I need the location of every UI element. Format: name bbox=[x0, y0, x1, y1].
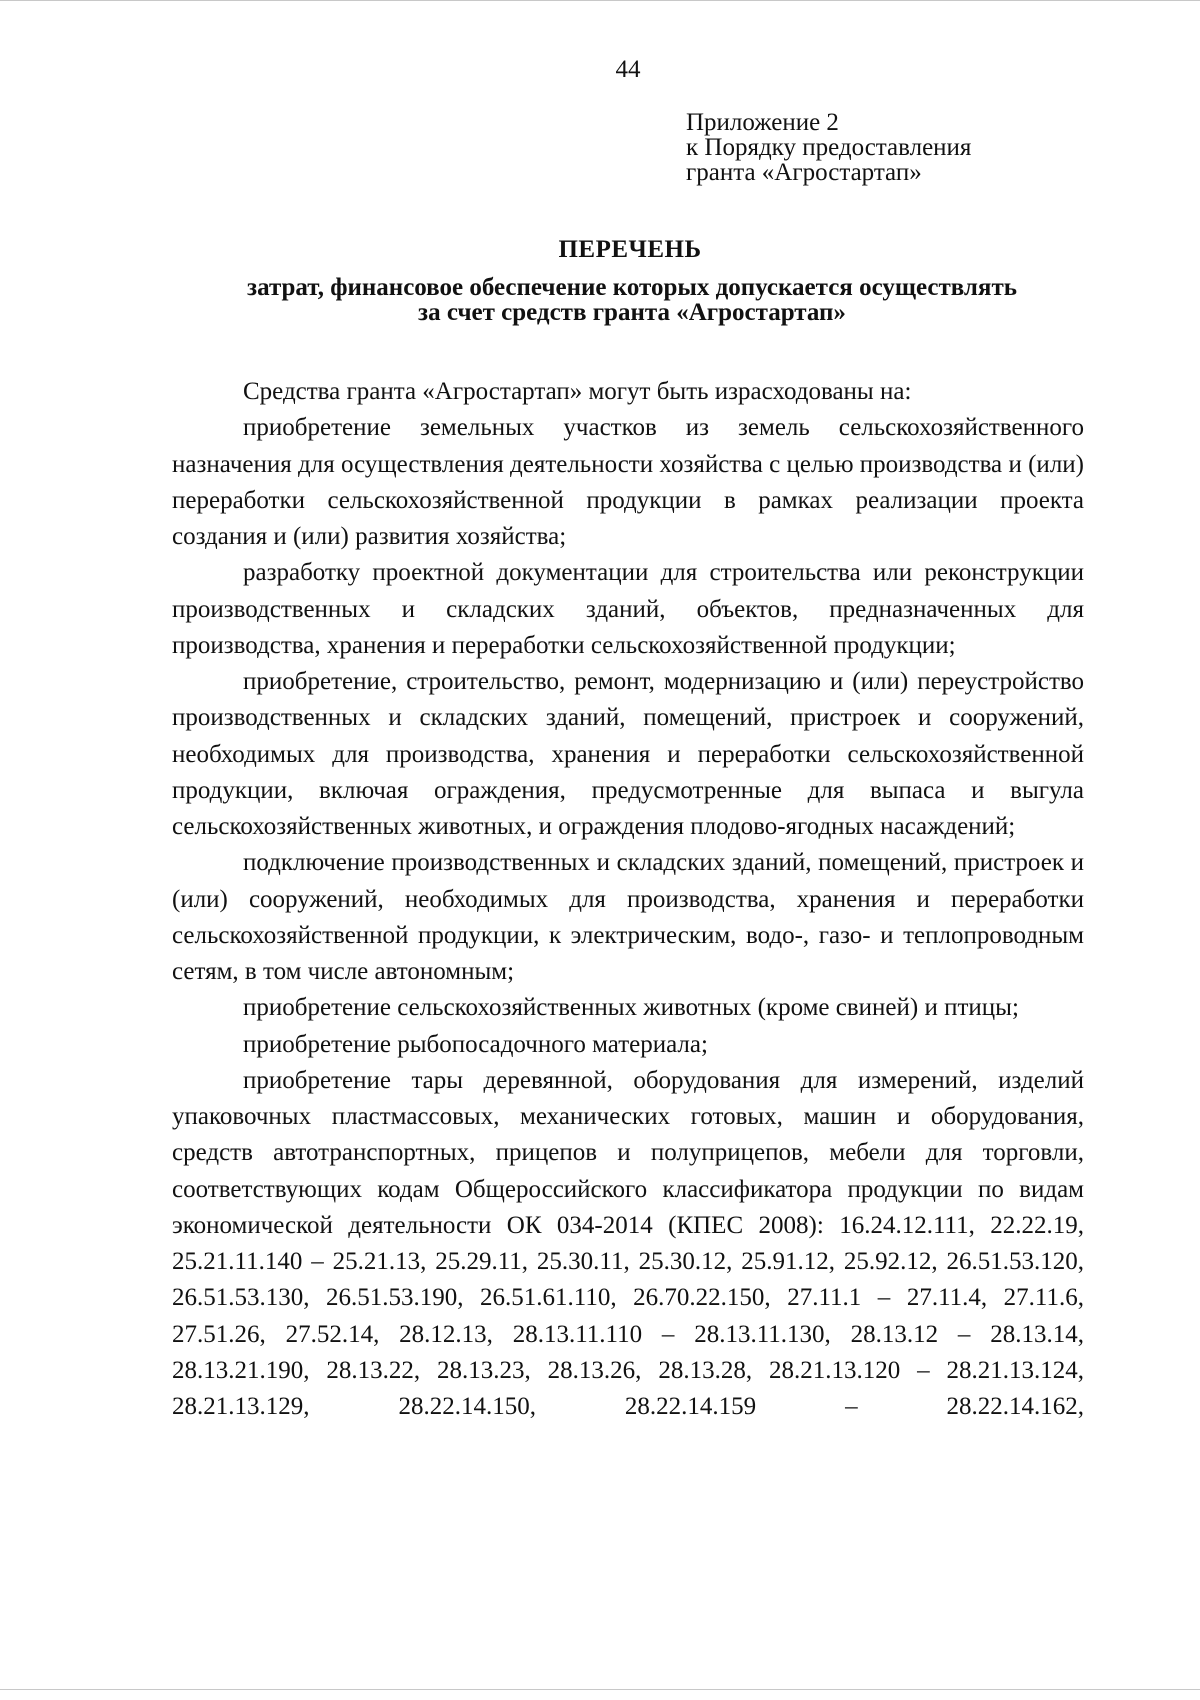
appendix-line-3: гранта «Агростартап» bbox=[686, 159, 922, 186]
appendix-line-1: Приложение 2 bbox=[686, 109, 839, 136]
document-title: ПЕРЕЧЕНЬ bbox=[558, 236, 702, 263]
appendix-line-2: к Порядку предоставления bbox=[686, 134, 972, 161]
subtitle-line-1: затрат, финансовое обеспечение которых допускается осуществлять bbox=[247, 274, 1017, 301]
document-body bbox=[172, 374, 1084, 1425]
list-item-animals: приобретение сельскохозяйственных животных (кроме свиней) и птицы; bbox=[243, 994, 1019, 1022]
list-item-buildings: приобретение, строительство, ремонт, модернизацию и (или) переустройство производственных и складских зданий, помещений, пристроек и сооружений, необходимых для производства, хранения и переработки сельскохозяйственной продукции, включая ограждения, предусмотренные для выпаса и выгула сельскохозяйственных животных, и ограждения плодово-ягодных насаждений; bbox=[172, 668, 1084, 840]
scan-edge-top bbox=[0, 0, 1200, 1]
list-item-fish-stock: приобретение рыбопосадочного материала; bbox=[243, 1030, 708, 1058]
appendix-header bbox=[686, 110, 971, 185]
list-item-utilities: подключение производственных и складских зданий, помещений, пристроек и (или) сооружений, необходимых для производства, хранения и переработки сельскохозяйственной продукции, к электрическим, водо-, газо- и теплопроводным сетям, в том числе автономным; bbox=[172, 849, 1084, 985]
list-item-equipment-codes: приобретение тары деревянной, оборудования для измерений, изделий упаковочных пластмассовых, механических готовых, машин и оборудования, средств автотранспортных, прицепов и полуприцепов, мебели для торговли, соответствующих кодам Общероссийского классификатора продукции по видам экономической деятельности ОК 034-2014 (КПЕС 2008): 16.24.12.111, 22.22.19, 25.21.11.140 – 25.21.13, 25.29.11, 25.30.11, 25.30.12, 25.91.12, 25.92.12, 26.51.53.120, 26.51.53.130, 26.51.53.190, 26.51.61.110, 26.70.22.150, 27.11.1 – 27.11.4, 27.11.6, 27.51.26, 27.52.14, 28.12.13, 28.13.11.110 – 28.13.11.130, 28.13.12 – 28.13.14, 28.13.21.190, 28.13.22, 28.13.23, 28.13.26, 28.13.28, 28.21.13.120 – 28.21.13.124, 28.21.13.129, 28.22.14.150, 28.22.14.159 – 28.22.14.162, bbox=[172, 1066, 1084, 1420]
list-item-land: приобретение земельных участков из земель сельскохозяйственного назначения для осуществления деятельности хозяйства с целью производства и (или) переработки сельскохозяйственной продукции в рамках реализации проекта создания и (или) развития хозяйства; bbox=[172, 414, 1084, 550]
subtitle-line-2: за счет средств гранта «Агростартап» bbox=[418, 299, 846, 326]
document-subtitle bbox=[172, 275, 1092, 325]
intro-paragraph: Средства гранта «Агростартап» могут быть израсходованы на: bbox=[243, 378, 912, 405]
page-number: 44 bbox=[615, 56, 641, 83]
scan-edge-bottom bbox=[0, 1689, 1200, 1690]
list-item-design-docs: разработку проектной документации для строительства или реконструкции производственных и складских зданий, объектов, предназначенных для производства, хранения и переработки сельскохозяйственной продукции; bbox=[172, 559, 1084, 659]
